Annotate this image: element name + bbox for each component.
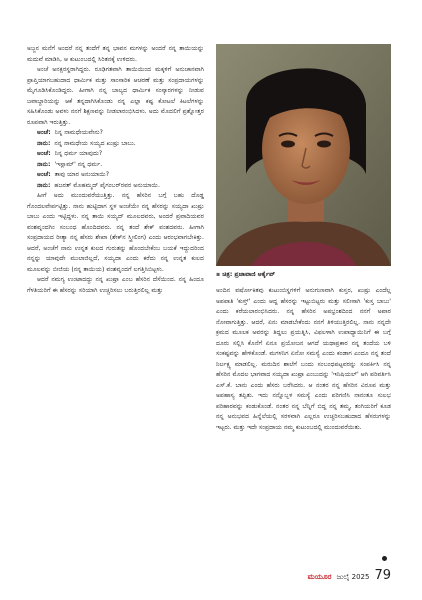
camera-icon: ▪: [216, 271, 221, 278]
photo-caption-text: ಚಿತ್ರ: ಪ್ರಜಾವಾಣಿ ಆರ್ಕೈವ್: [222, 271, 276, 278]
dialogue-line: [27, 181, 204, 192]
issue-date: ಜುಲೈ 2025: [336, 573, 370, 581]
article-paragraph: ಅಂದಿನ ವರ್ಷೋಕಿತವು ಕುಟುಂಬಿಸ್ಥಗಳಿಗೆ ಅನುಗುಣವಾಗಿ ಕುಸ್ತರ, ಖುಷ್ರು ಎಂದೆಲ್ಲ ಅಪಪಾತಿ 'ಕುಸ್ತ್' ಎಂದು ಆದ್ದ ಹೆಸರನ್ನು ಇಟ್ಟುಬಿಟ್ಟರು ಮತ್ತು ಸಲೀಸಾಗಿ 'ಕುಸ್ತ ಬಾಬು' ಎಂದು ಕರೆಯಲಾರಂಭಿಸಿದರು. ನನ್ನ ಹೆಸರಿನ ಅಪಭ್ರಂಶದಿಂದ ನನಗೆ ಅಪಾರ ನೋವಾಗುತ್ತಿತ್ತು. ಆದರೆ, ಏನು ಮಾಡಬೇಕೆಂದು ನನಗೆ ತಿಳಿಯುತ್ತಿರಲಿಲ್ಲ. ನಾನು ನನ್ನದೇ ಕ್ರಮದ ಮೂಲಕ ಅವರನ್ನು ತಿದ್ದಲು ಪ್ರಯತ್ನಿಸಿ, ವಿಫಲಳಾಗಿ ಉಪಾಧ್ಯಾಯಿನಿಗೆ ಈ ಬಗ್ಗೆ ದೂರು ಸಲ್ಲಿಸಿ ಕೊನೆಗೆ ಏನೂ ಪ್ರಯೋಜನ ಆಗದೆ ಯಥಾಪ್ರಕಾರ ನನ್ನ ತಂದೆಯ ಬಳಿ ಸಂಕಷ್ಟವನ್ನು ಹೇಳಿಕೊಂಡೆ. ಮಗಳನಿಗ ಏನೋ ಸಮಸ್ಯೆ ಎಂದು ಕಂಡಾಗ ಎಂದೂ ನನ್ನ ತಂದೆ ನಿರ್ಲಕ್ಷ್ಯ ಮಾಡಲಿಲ್ಲ. ಮರುದಿನ ಶಾಲೆಗೆ ಬಂದು ಸಂಬಂಧಪಟ್ಟವರನ್ನು ಸಂಪರ್ಕಿಸಿ ನನ್ನ ಹೆಸರಿನ ಮೊದಲ ಭಾಗವಾದ ಸಯ್ಯದಾ ಖುಷ್ರಾ ಎಂಬುದನ್ನು 'ಇನಿಷಿಯಲ್' ಆಗಿ ಪರಿವರ್ತಿಸಿ ಎಸ್.ಕೆ. ಬಾನು ಎಂದು ಹೆಸರು ಬರೆಸಿದರು. ಆ ನಂತರ ನನ್ನ ಹೆಸರಿನ ವಿರೂಪ ಮತ್ತು ಅಪಹಾಸ್ಯ ತಪ್ಪಿತು. ಇದು ನನ್ನೊಬ್ಬಳ ಸಮಸ್ಯೆ ಎಂದು ಪರಿಗಣಿಸಿ ನಾನಂತೂ ಸುಲಭ ಪರಿಹಾರವನ್ನು ಕಂಡುಕೊಂಡೆ. ನಂತರ ನನ್ನ ಬೆನ್ನಿಗೆ ಬಿದ್ದ ನನ್ನ ತಮ್ಮ, ತಂಗಿಯರಿಗೆ ಕೂಡ ನನ್ನ ಅನುಭವದ ಹಿನ್ನೆಲೆಯಲ್ಲಿ ಸರಳವಾಗಿ ಎಲ್ಲರೂ ಉಚ್ಚರಿಸಬಹುದಾದ ಹೆಸರುಗಳನ್ನು ಇಟ್ಟರು. ಮತ್ತು ಇದೇ ಸಂಪ್ರದಾಯ ನಮ್ಮ ಕುಟುಂಬದಲ್ಲಿ ಮುಂದುವರೆಯಿತು.: [216, 287, 391, 431]
dialogue-speaker: ಅಂಚೆ:: [37, 171, 51, 178]
dialogue-text: 'ಇಸ್ಲಾಮ್' ನನ್ನ ಧರ್ಮ.: [54, 160, 103, 168]
article-paragraph: ಆದರೆ ನಮಗ್ಯ ಉಂಟಾದದ್ದು ನನ್ನ ಖುಷ್ರಾ ಎಂಬ ಹೆಸರಿನ ದೆಸೆಯಿಂದ. ನನ್ನ ಹಿಂದೂ ಗೆಳತಿಯರಿಗೆ ಈ ಹೆಸರನ್ನು ಸರಿಯಾಗಿ ಉಚ್ಚರಿಸಲು ಬರುತ್ತಿರಲಿಲ್ಲ ಮತ್ತು: [27, 276, 204, 294]
article-paragraph: ಅಂಚೆ ಅನಕ್ಷರಸ್ಥರಾಗಿದ್ದರು. ರೂಢಿಗತವಾಗಿ ತಾಯಿಯಿಂದ ಮಕ್ಕಳಿಗೆ ಅನುಚಾನವಾಗಿ ಪ್ರಾಪ್ತಿಯಾಗಬಹುದಾದ ಧಾರ್ಮಿಕ ಮತ್ತು ಸಾಂಸಾರಿಕ ಆಚರಣೆ ಮತ್ತು ಸಂಪ್ರದಾಯಗಳನ್ನು ಮೈಗೂಡಿಸಿಕೊಂಡಿದ್ದರು. ಹೀಗಾಗಿ ನನ್ನ ಬಾಲ್ಯದ ಧಾರ್ಮಿಕ ಸಂಸ್ಕಾರಗಳನ್ನು ನೀಡುವ ಜವಾಬ್ದಾರಿಯನ್ನು ಆಕೆ ತನ್ನದಾಗಿಸಿಕೊಂಡು ನನ್ನ ಎಲ್ಲಾ ಕಷ್ಟ ಕೋಟಲೆ ಕಿಟಲೆಗಳನ್ನು ಸಹಿಸಿಕೊಂಡು ಅವಳು ನನಗೆ ಶಿಕ್ಷಣವನ್ನು ನೀಡಲಾರಂಭಿಸಿದಳು. ಅದು ಮೊದಲಿಗೆ ಪ್ರಶ್ನೋತ್ತರ ರೂಪವಾಗಿ ಇರುತ್ತಿತ್ತು.: [27, 66, 204, 126]
article-paragraph: ಅಜ್ಜನ ಮನೆಗೆ ಅಂದರೆ ನನ್ನ ತಂದೆಗೆ ತನ್ನ ಭಾವನ ಮಗಳನ್ನು ಅಂದರೆ ನನ್ನ ತಾಯಿಯನ್ನು ಮದುವೆ ಮಾಡಿಸಿ, ಆ ಕುಟುಂಬದಲ್ಲಿ ಸಿರಿತನಕ್ಕೆ ಉಳಿದರು.: [27, 45, 204, 63]
dialogue-text: ನಿನ್ನ ನಾಮಧೇಯವೇನು?: [54, 129, 103, 136]
article-left-column: [27, 44, 204, 296]
dialogue-line: [27, 139, 204, 150]
dialogue-list: [27, 128, 204, 191]
dialogue-speaker: ನಾನು:: [37, 160, 51, 168]
dialogue-line: [27, 160, 204, 171]
dialogue-speaker: ನಾನು:: [37, 181, 51, 189]
dialogue-speaker: ಅಂಚೆ:: [37, 129, 51, 136]
dialogue-text: ಹಜರತ್ ಮೊಹಮ್ಮದ್ ಪೈಗಂಬರ್‌ರವರ ಅನುಯಾಯಿ.: [54, 181, 160, 189]
end-bullet-icon: [382, 556, 387, 561]
page-footer: [308, 568, 391, 583]
dialogue-speaker: ಅಂಚೆ:: [37, 150, 51, 157]
magazine-name: ಮಯೂರ: [307, 572, 332, 581]
dialogue-line: [27, 128, 204, 139]
photo-caption: [216, 270, 391, 279]
portrait-illustration: [216, 44, 391, 266]
dialogue-text: ತಾವು ಯಾರ ಅನುಯಾಯಿ?: [54, 171, 110, 178]
author-portrait-photo: [216, 44, 391, 266]
page-number: 79: [374, 568, 391, 583]
dialogue-line: [27, 170, 204, 181]
article-right-column: [216, 286, 391, 433]
dialogue-speaker: ನಾನು:: [37, 139, 51, 147]
dialogue-line: [27, 149, 204, 160]
article-paragraph: ಹೀಗೆ ಅದು ಮುಂದುವರೆಯುತ್ತಿತ್ತು. ನನ್ನ ಹೆಸರಿನ ಬಗ್ಗೆ ಬಹು ದೊಡ್ಡ ಗೊಂದಲವೇರ್ಪಟ್ಟಿತ್ತು. ನಾನು ಹುಟ್ಟಿದಾಗ ಸ್ಥಳ ಅಂಚೆಯೇ ನನ್ನ ಹೆಸರನ್ನು ಸಯ್ಯದಾ ಖುಷ್ರು ಬಾಬು ಎಂದು ಇಟ್ಟಿದ್ದಳು. ನನ್ನ ತಾಯಿ ಸಯ್ಯದ್ ಮೂಲದವರು, ಅಂದರೆ ಪ್ರವಾದಿಯವರ ವಂಶವೃಂದಗಿಂ ಸಂಬಂಧ ಹೊಂದಿದವರು. ನನ್ನ ತಂದೆ ಶೇಕ್ ವಂಶದವರು. ಹೀಗಾಗಿ ಸಂಪ್ರದಾಯದ ರೀತ್ಯಾ ನನ್ನ ಹೆಸರು ಶೇಖಾ (ಶೇಕ್‌ನ ಸ್ತ್ರೀಲಿಂಗ) ಎಂದು ಆರಂಭವಾಗಬೇಕಿತ್ತು. ಆದರೆ, ಅಂಚೆಗೆ ನಾನು ಉನ್ನತ ಕುಲದ ಗುರುತನ್ನು ಹೊಂದಬೇಕೆಂಬ ಬಯಕೆ ಇದ್ದುದರಿಂದ ನನ್ನನ್ನು ಯಾವುದೇ ಮುಲಾಜಿಲ್ಲದೆ, ಸಯ್ಯದಾ ಎಂದು ಕರೆದು ನನ್ನ ಉನ್ನತ ಕುಲದ ಮೂಲವನ್ನು ಬೀಜಿಯ (ನನ್ನ ತಾಯಿಯ) ವಂಶವೃಂದಗೆ ಲಗತ್ತಿಸಿಬಿಟ್ಟಳು.: [27, 192, 204, 273]
dialogue-text: ನಿನ್ನ ಧರ್ಮ ಯಾವುದು?: [54, 150, 103, 157]
dialogue-text: ನನ್ನ ನಾಮಧೇಯ ಸಯ್ಯದ ಖುಷ್ರು ಬಾಬು.: [54, 139, 136, 147]
